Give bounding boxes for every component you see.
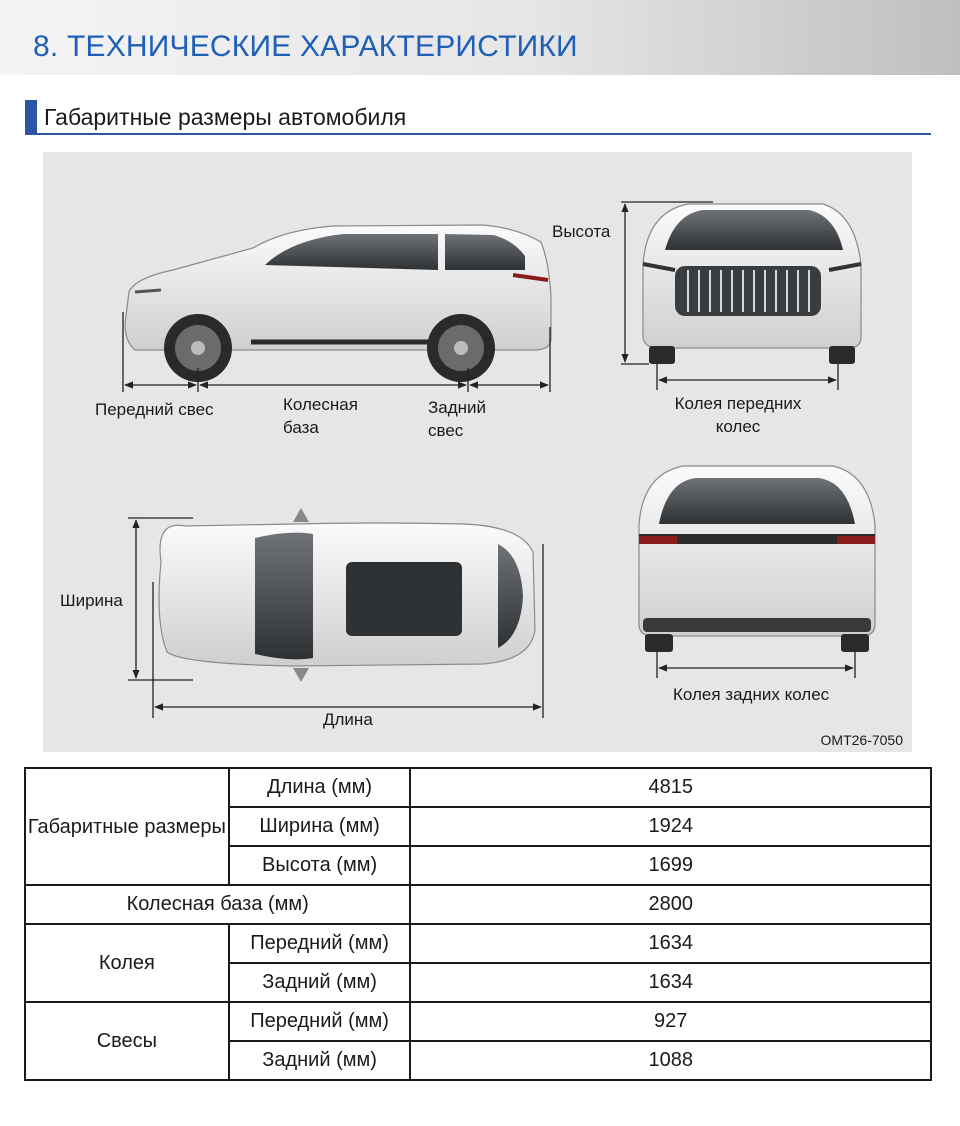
length-value-cell: 4815 (410, 768, 931, 807)
car-front-view (643, 204, 861, 364)
front-track-label: Колея передних колес (674, 394, 802, 436)
table-row (25, 924, 931, 963)
figure-code: OMT26-7050 (820, 732, 903, 748)
section-divider (25, 133, 931, 135)
car-top-view (159, 508, 535, 682)
car-side-view (125, 225, 551, 382)
dimensions-group-cell: Габаритные размеры (25, 768, 229, 885)
length-label: Длина (323, 710, 373, 729)
wheelbase-label: Колесная база (283, 395, 358, 437)
dimensions-table (24, 767, 932, 1081)
height-label-cell: Высота (мм) (229, 846, 411, 885)
table-row (25, 1002, 931, 1041)
height-value-cell: 1699 (410, 846, 931, 885)
wheelbase-label-cell: Колесная база (мм) (25, 885, 410, 924)
width-label: Ширина (60, 591, 123, 610)
track-front-label-cell: Передний (мм) (229, 924, 411, 963)
page-title: 8. ТЕХНИЧЕСКИЕ ХАРАКТЕРИСТИКИ (33, 30, 578, 63)
front-overhang-label: Передний свес (95, 400, 214, 419)
track-rear-value-cell: 1634 (410, 963, 931, 1002)
width-value-cell: 1924 (410, 807, 931, 846)
overhang-rear-value-cell: 1088 (410, 1041, 931, 1080)
rear-track-label: Колея задних колес (673, 685, 830, 704)
section-accent-bar (25, 100, 37, 133)
car-rear-view (639, 466, 875, 652)
dimensions-illustration (43, 152, 912, 752)
track-front-value-cell: 1634 (410, 924, 931, 963)
length-label-cell: Длина (мм) (229, 768, 411, 807)
wheelbase-value-cell: 2800 (410, 885, 931, 924)
rear-dimension-lines (657, 652, 855, 678)
dimensions-figure (43, 152, 912, 752)
table-row (25, 768, 931, 807)
overhang-rear-label-cell: Задний (мм) (229, 1041, 411, 1080)
rear-overhang-label: Задний свес (428, 398, 487, 440)
overhang-front-value-cell: 927 (410, 1002, 931, 1041)
section-title: Габаритные размеры автомобиля (44, 104, 407, 130)
overhang-group-cell: Свесы (25, 1002, 229, 1080)
width-label-cell: Ширина (мм) (229, 807, 411, 846)
height-label: Высота (552, 222, 611, 241)
track-group-cell: Колея (25, 924, 229, 1002)
table-row (25, 885, 931, 924)
track-rear-label-cell: Задний (мм) (229, 963, 411, 1002)
overhang-front-label-cell: Передний (мм) (229, 1002, 411, 1041)
